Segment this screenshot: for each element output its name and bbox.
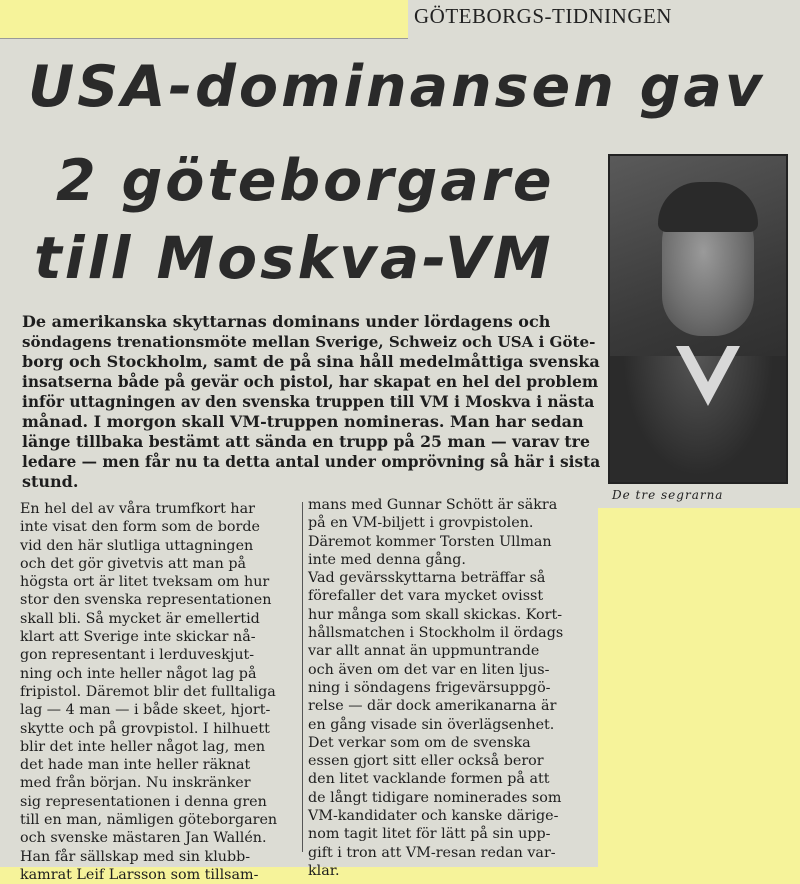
body-column-left [20, 500, 298, 884]
column-line: var allt annat än uppmuntrande [308, 643, 540, 660]
lead-paragraph [22, 312, 601, 492]
column-line: högsta ort är litet tveksam om hur [20, 574, 270, 591]
column-line: ning i söndagens frigevärsuppgö- [308, 679, 551, 696]
column-line: gift i tron att VM-resan redan var- [308, 844, 556, 861]
column-line: det hade man inte heller räknat [20, 757, 251, 774]
column-line: den litet vacklande formen på att [308, 771, 550, 788]
lead-line: De amerikanska skyttarnas dominans under lördagens och [22, 312, 551, 331]
column-line: skall bli. Så mycket är emellertid [20, 610, 260, 627]
column-line: och svenske mästaren Jan Wallén. [20, 830, 267, 847]
column-line: sig representationen i denna gren [20, 793, 267, 810]
column-line: på en VM-biljett i grovpistolen. [308, 515, 534, 532]
column-line: och det gör givetvis att man på [20, 555, 247, 572]
column-line: En hel del av våra trumfkort har [20, 501, 255, 517]
column-line: fripistol. Däremot blir det fulltaliga [20, 683, 276, 700]
column-line: inte visat den form som de borde [20, 519, 260, 536]
column-line: lag — 4 man — i både skeet, hjort- [20, 702, 271, 719]
headline-line-1: USA-dominansen gav [28, 54, 766, 120]
column-divider [302, 502, 303, 852]
column-line: klart att Sverige inte skickar nå- [20, 629, 256, 646]
column-line: de långt tidigare nominerades som [308, 789, 562, 806]
column-line: hur många som skall skickas. Kort- [308, 606, 563, 623]
column-line: relse — där dock amerikanarna är [308, 698, 557, 715]
top-rule [0, 38, 408, 39]
column-line: stor den svenska representationen [20, 592, 272, 609]
column-line: blir det inte heller något lag, men [20, 738, 266, 755]
column-line: och även om det var en liten ljus- [308, 661, 550, 678]
headline-line-3: till Moskva-VM [34, 224, 554, 292]
lead-line: stund. [22, 472, 79, 491]
column-line: hållsmatchen i Stockholm il ördags [308, 625, 564, 642]
column-line: Det verkar som om de svenska [308, 734, 531, 751]
headline-line-2: 2 göteborgare [56, 148, 555, 214]
column-line: skytte och på grovpistol. I hilhuett [20, 720, 270, 737]
photo-hair [658, 182, 758, 232]
newspaper-masthead: GÖTEBORGS-TIDNINGEN [414, 4, 672, 28]
lead-line: ledare — men får nu ta detta antal under omprövning så här i sista [22, 453, 601, 471]
column-line: nom tagit litet för lätt på sin upp- [308, 826, 551, 843]
column-line: gon representant i lerduveskjut- [20, 647, 255, 664]
column-line: med från början. Nu inskränker [20, 775, 251, 792]
column-line: Han får sällskap med sin klubb- [20, 848, 251, 865]
lead-line: söndagens trenationsmöte mellan Sverige, Schweiz och USA i Göte- [22, 333, 596, 351]
body-column-right [308, 496, 592, 880]
lead-line: länge tillbaka bestämt att sända en trupp på 25 man — varav tre [22, 432, 590, 451]
photo-caption: De tre segrarna [612, 488, 724, 502]
lead-line: borg och Stockholm, samt de på sina håll medelmåttiga svenska [22, 352, 600, 371]
column-line: till en man, nämligen göteborgaren [20, 812, 278, 829]
column-line: inte med denna gång. [308, 551, 466, 568]
lead-line: insatserna både på gevär och pistol, har skapat en hel del problem [22, 373, 599, 391]
column-line: Däremot kommer Torsten Ullman [308, 533, 552, 550]
column-line: VM-kandidater och kanske därige- [308, 808, 559, 825]
column-line: en gång visade sin överlägsenhet. [308, 716, 555, 733]
column-line: mans med Gunnar Schött är säkra [308, 497, 558, 513]
column-line: kamrat Leif Larsson som tillsam- [20, 866, 259, 883]
column-line: ning och inte heller något lag på [20, 665, 257, 682]
column-line: förefaller det vara mycket ovisst [308, 588, 544, 605]
column-line: klar. [308, 862, 340, 879]
column-line: essen gjort sitt eller också beror [308, 753, 544, 770]
lead-line: inför uttagningen av den svenska truppen till VM i Moskva i nästa [22, 393, 595, 411]
portrait-photo [608, 154, 788, 484]
lead-line: månad. I morgon skall VM-truppen nomineras. Man har sedan [22, 412, 584, 431]
column-line: vid den här slutliga uttagningen [20, 537, 254, 554]
column-line: Vad gevärsskyttarna beträffar så [308, 570, 546, 587]
